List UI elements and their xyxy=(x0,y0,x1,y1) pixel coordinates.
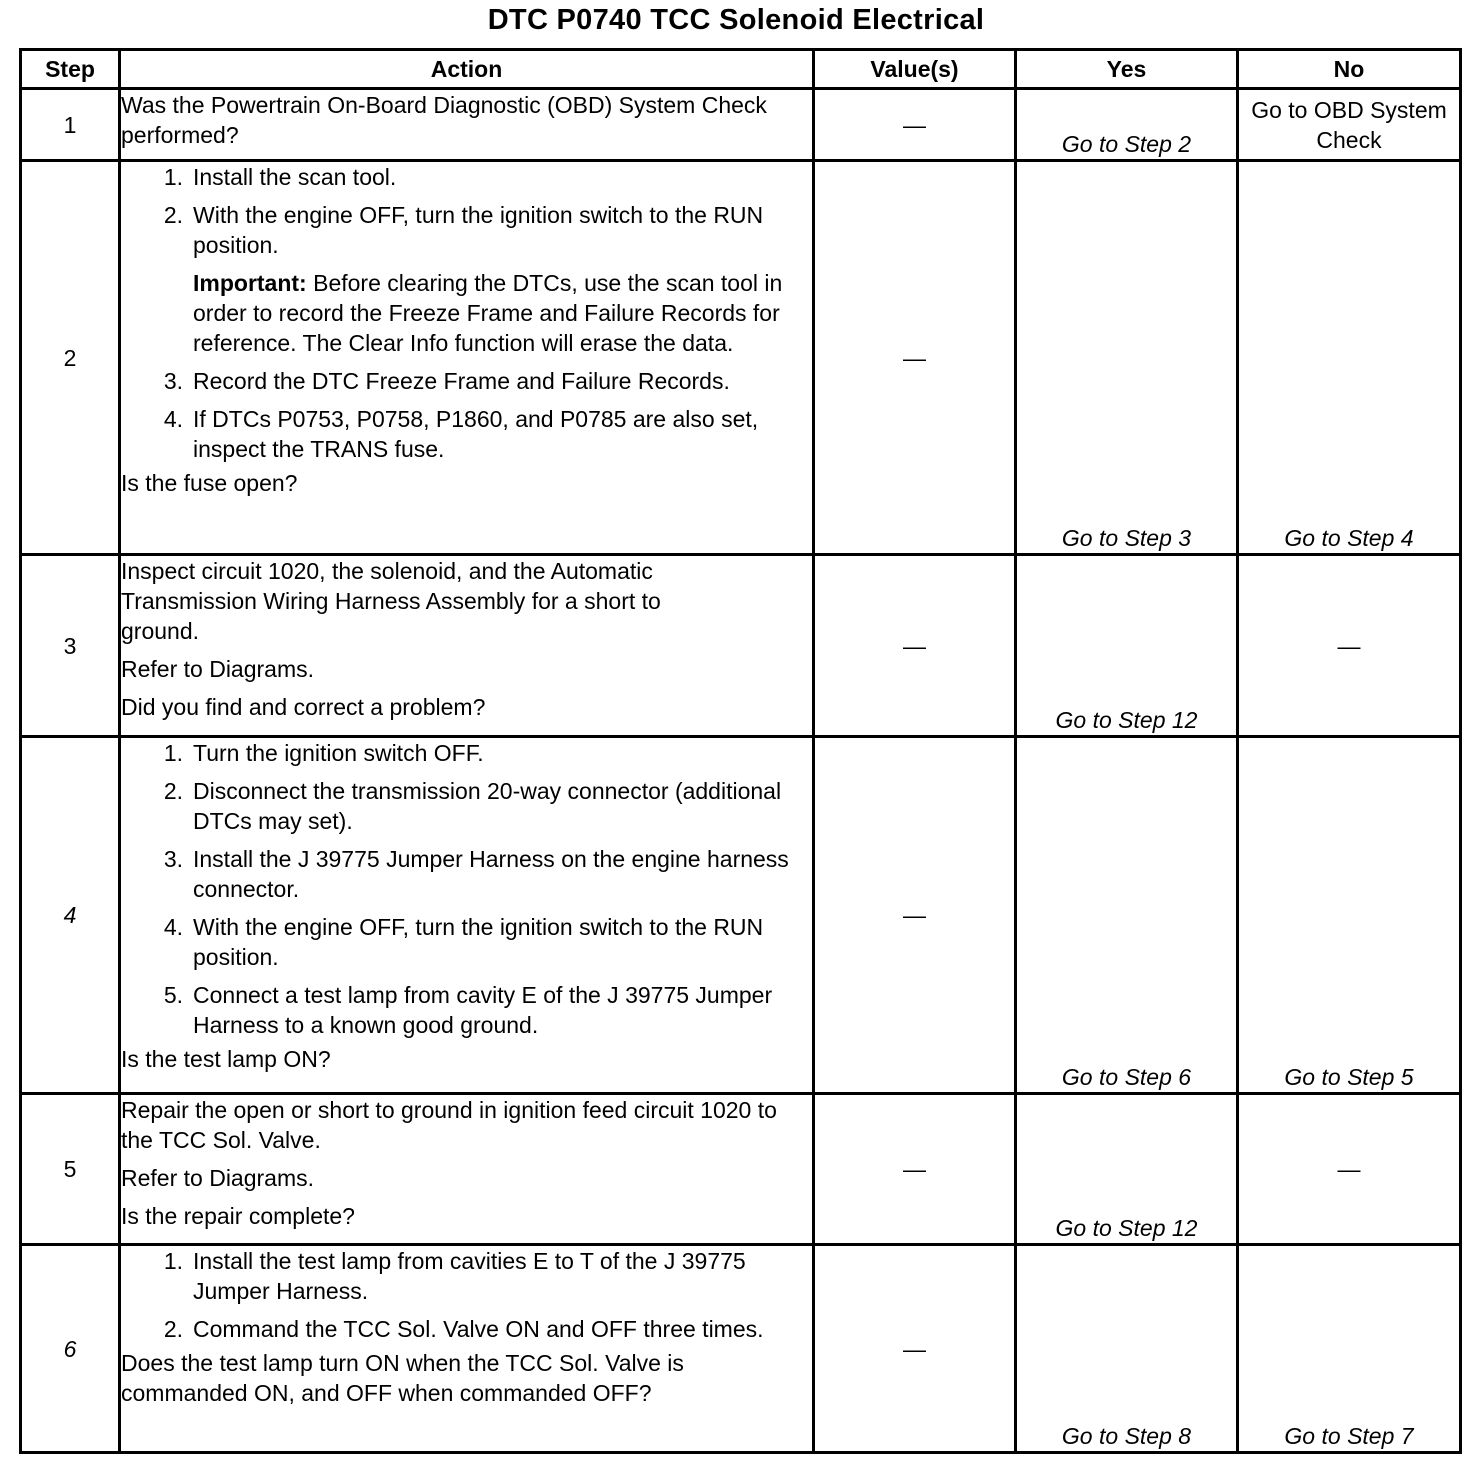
yes-cell: Go to Step 2 xyxy=(1016,89,1238,161)
list-item: 4. With the engine OFF, turn the ignition switch to the RUN position. xyxy=(163,914,764,970)
table-row xyxy=(21,161,1461,555)
action-text: Inspect circuit 1020, the solenoid, and the Automatic Transmission Wiring Harness Assembly for a short to ground. xyxy=(121,558,661,644)
diagnostic-table xyxy=(19,48,1462,1454)
action-cell xyxy=(120,161,814,555)
list-item: 1. Turn the ignition switch OFF. xyxy=(163,740,484,766)
action-cell xyxy=(120,737,814,1094)
value-cell: — xyxy=(814,737,1016,1094)
no-cell: Go to Step 7 xyxy=(1238,1245,1461,1453)
list-item: 3. Install the J 39775 Jumper Harness on the engine harness connector. xyxy=(163,846,789,902)
action-cell xyxy=(120,555,814,737)
action-refer: Refer to Diagrams. xyxy=(121,1165,315,1191)
important-label: Important: xyxy=(193,270,307,296)
table-row xyxy=(21,1245,1461,1453)
action-cell xyxy=(120,1245,814,1453)
step-number: 2 xyxy=(21,161,120,555)
no-cell: — xyxy=(1238,1094,1461,1245)
action-steps-list xyxy=(121,366,812,464)
list-item: 2. Command the TCC Sol. Valve ON and OFF three times. xyxy=(163,1316,764,1342)
value-cell: — xyxy=(814,1094,1016,1245)
important-note xyxy=(193,268,812,358)
header-action: Action xyxy=(120,50,814,89)
action-cell xyxy=(120,89,814,161)
no-cell: — xyxy=(1238,555,1461,737)
header-step: Step xyxy=(21,50,120,89)
header-yes: Yes xyxy=(1016,50,1238,89)
list-item: 1. Install the scan tool. xyxy=(163,164,397,190)
action-question: Does the test lamp turn ON when the TCC Sol. Valve is commanded ON, and OFF when commanded OFF? xyxy=(121,1350,684,1406)
no-cell: Go to OBD System Check xyxy=(1238,89,1461,161)
list-item: 3. Record the DTC Freeze Frame and Failure Records. xyxy=(163,368,730,394)
yes-cell: Go to Step 6 xyxy=(1016,737,1238,1094)
action-text: Repair the open or short to ground in ignition feed circuit 1020 to the TCC Sol. Valve. xyxy=(121,1097,777,1153)
yes-cell: Go to Step 3 xyxy=(1016,161,1238,555)
yes-cell: Go to Step 12 xyxy=(1016,555,1238,737)
table-row xyxy=(21,555,1461,737)
yes-cell: Go to Step 8 xyxy=(1016,1245,1238,1453)
action-steps-list xyxy=(121,162,812,260)
action-steps-list xyxy=(121,1246,812,1344)
step-number: 5 xyxy=(21,1094,120,1245)
important-text: Before clearing the DTCs, use the scan tool in order to record the Freeze Frame and Failure Records for reference. The Clear Info function will erase the data. xyxy=(193,270,783,356)
list-item: 4. If DTCs P0753, P0758, P1860, and P0785 are also set, inspect the TRANS fuse. xyxy=(163,406,759,462)
list-item: 2. With the engine OFF, turn the ignition switch to the RUN position. xyxy=(163,202,764,258)
no-cell: Go to Step 5 xyxy=(1238,737,1461,1094)
table-row xyxy=(21,89,1461,161)
action-question: Is the test lamp ON? xyxy=(121,1046,331,1072)
action-steps-list xyxy=(121,738,812,1040)
step-number: 1 xyxy=(21,89,120,161)
action-question: Was the Powertrain On-Board Diagnostic (OBD) System Check performed? xyxy=(121,92,767,148)
table-row xyxy=(21,737,1461,1094)
list-item: 1. Install the test lamp from cavities E to T of the J 39775 Jumper Harness. xyxy=(163,1248,746,1304)
list-item: 2. Disconnect the transmission 20-way connector (additional DTCs may set). xyxy=(163,778,782,834)
step-number: 3 xyxy=(21,555,120,737)
action-question: Is the fuse open? xyxy=(121,470,298,496)
table-row xyxy=(21,1094,1461,1245)
table-header-row xyxy=(21,50,1461,89)
no-cell: Go to Step 4 xyxy=(1238,161,1461,555)
value-cell: — xyxy=(814,1245,1016,1453)
action-question: Did you find and correct a problem? xyxy=(121,694,486,720)
header-no: No xyxy=(1238,50,1461,89)
step-number: 4 xyxy=(21,737,120,1094)
list-item: 5. Connect a test lamp from cavity E of the J 39775 Jumper Harness to a known good ground. xyxy=(163,982,773,1038)
yes-cell: Go to Step 12 xyxy=(1016,1094,1238,1245)
header-values: Value(s) xyxy=(814,50,1016,89)
value-cell: — xyxy=(814,555,1016,737)
action-cell xyxy=(120,1094,814,1245)
page-title: DTC P0740 TCC Solenoid Electrical xyxy=(487,4,985,36)
action-question: Is the repair complete? xyxy=(121,1203,355,1229)
action-refer: Refer to Diagrams. xyxy=(121,656,315,682)
value-cell: — xyxy=(814,89,1016,161)
value-cell: — xyxy=(814,161,1016,555)
step-number: 6 xyxy=(21,1245,120,1453)
